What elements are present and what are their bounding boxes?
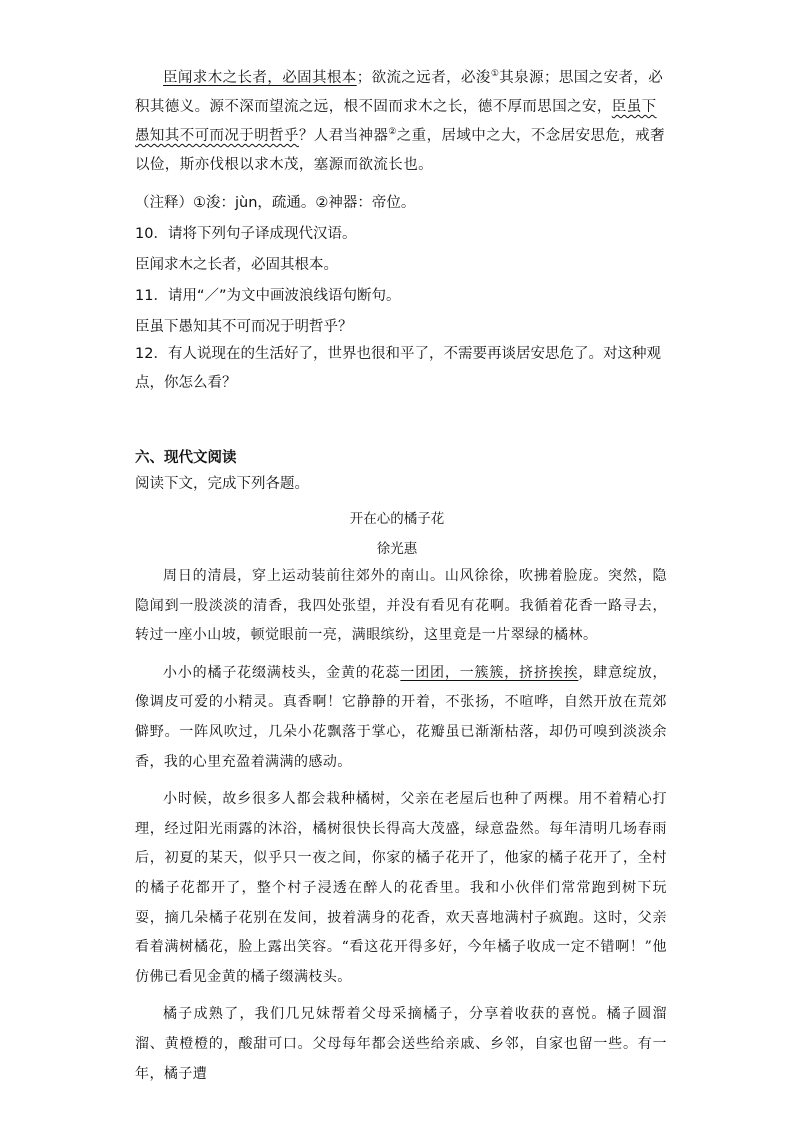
question-10-prompt: 10．请将下列句子译成现代汉语。	[135, 226, 357, 242]
passage-text: ？人君当神器	[298, 128, 389, 144]
essay-text: ，肆意绽放，像调皮可爱的小精灵。真香啊！它静静的开着，不张扬，不喧哗，自然开放在荒郊僻野。一阵风吹过，几朵小花飘落于掌心，花瓣虽已渐渐枯落，却仍可嗅到淡淡余香，我的心里充盈着满满的感动。	[135, 664, 667, 770]
annotation: （注释）①浚：jùn，疏通。②神器：帝位。	[135, 195, 416, 211]
essay-paragraph	[135, 659, 667, 777]
question-10-text: 臣闻求木之长者，必固其根本。	[135, 257, 338, 273]
essay-text: 小小的橘子花缀满枝头，金黄的花蕊	[163, 664, 401, 681]
section-instruction: 阅读下文，完成下列各题。	[135, 476, 309, 492]
note-marker-1: ①	[490, 69, 500, 80]
note-marker-2: ②	[388, 127, 397, 138]
section-title: 六、现代文阅读	[135, 450, 237, 466]
passage-text: 之重，居域中之大，不念居安思危，戒奢以俭，斯亦伐根以求木茂，塞源而欲流长也。	[135, 128, 665, 173]
essay-paragraph: 周日的清晨，穿上运动装前往郊外的南山。山风徐徐，吹拂着脸庞。突然，隐隐闻到一股淡淡的清香，我四处张望，并没有看见有花啊。我循着花香一路寻去，转过一座小山坡，顿觉眼前一亮，满眼缤纷，这里竟是一片翠绿的橘林。	[135, 568, 667, 644]
classical-passage	[135, 64, 665, 180]
essay-body	[135, 562, 667, 1097]
question-12: 12．有人说现在的生活好了，世界也很和平了，不需要再谈居安思危了。对这种观点，你怎么看？	[135, 346, 661, 391]
essay-paragraph: 橘子成熟了，我们几兄妹帮着父母采摘橘子，分享着收获的喜悦。橘子圆溜溜、黄橙橙的，酸甜可口。父母每年都会送些给亲戚、乡邻，自家也留一些。有一年，橘子遭	[135, 1006, 667, 1082]
essay-title: 开在心的橘子花	[349, 511, 445, 527]
question-11-text: 臣虽下愚知其不可而况于明哲乎？	[135, 319, 353, 335]
underlined-phrase: 一团团，一簇簇，挤挤挨挨	[400, 664, 579, 681]
passage-text: ；欲流之远者，必浚	[356, 70, 491, 86]
essay-author: 徐光惠	[376, 541, 418, 557]
passage-text: 其泉源；思国之安者，必积其德义。源不深而望流之远，根不固而求木之长，德不厚而思国之安，	[135, 70, 664, 115]
essay-paragraph: 小时候，故乡很多人都会栽种橘树，父亲在老屋后也种了两棵。用不着精心打理，经过阳光雨露的沐浴，橘树很快长得高大茂盛，绿意盎然。每年清明几场春雨后，初夏的某天，似乎只一夜之间，你家的橘子花开了，他家的橘子花开了，全村的橘子花都开了，整个村子浸透在醉人的花香里。我和小伙伴们常常跑到树下玩耍，摘几朵橘子花别在发间，披着满身的花香，欢天喜地满村子疯跑。这时，父亲看着满树橘花，脸上露出笑容。“看这花开得多好，今年橘子收成一定不错啊！”他仿佛已看见金黄的橘子缀满枝头。	[135, 791, 667, 985]
question-11-prompt: 11．请用“／”为文中画波浪线语句断句。	[135, 288, 401, 304]
wavy-underlined-sentence: 臣虽下愚知其不可而况于明哲乎	[135, 99, 657, 144]
underlined-sentence: 臣闻求木之长者，必固其根本	[163, 70, 357, 86]
